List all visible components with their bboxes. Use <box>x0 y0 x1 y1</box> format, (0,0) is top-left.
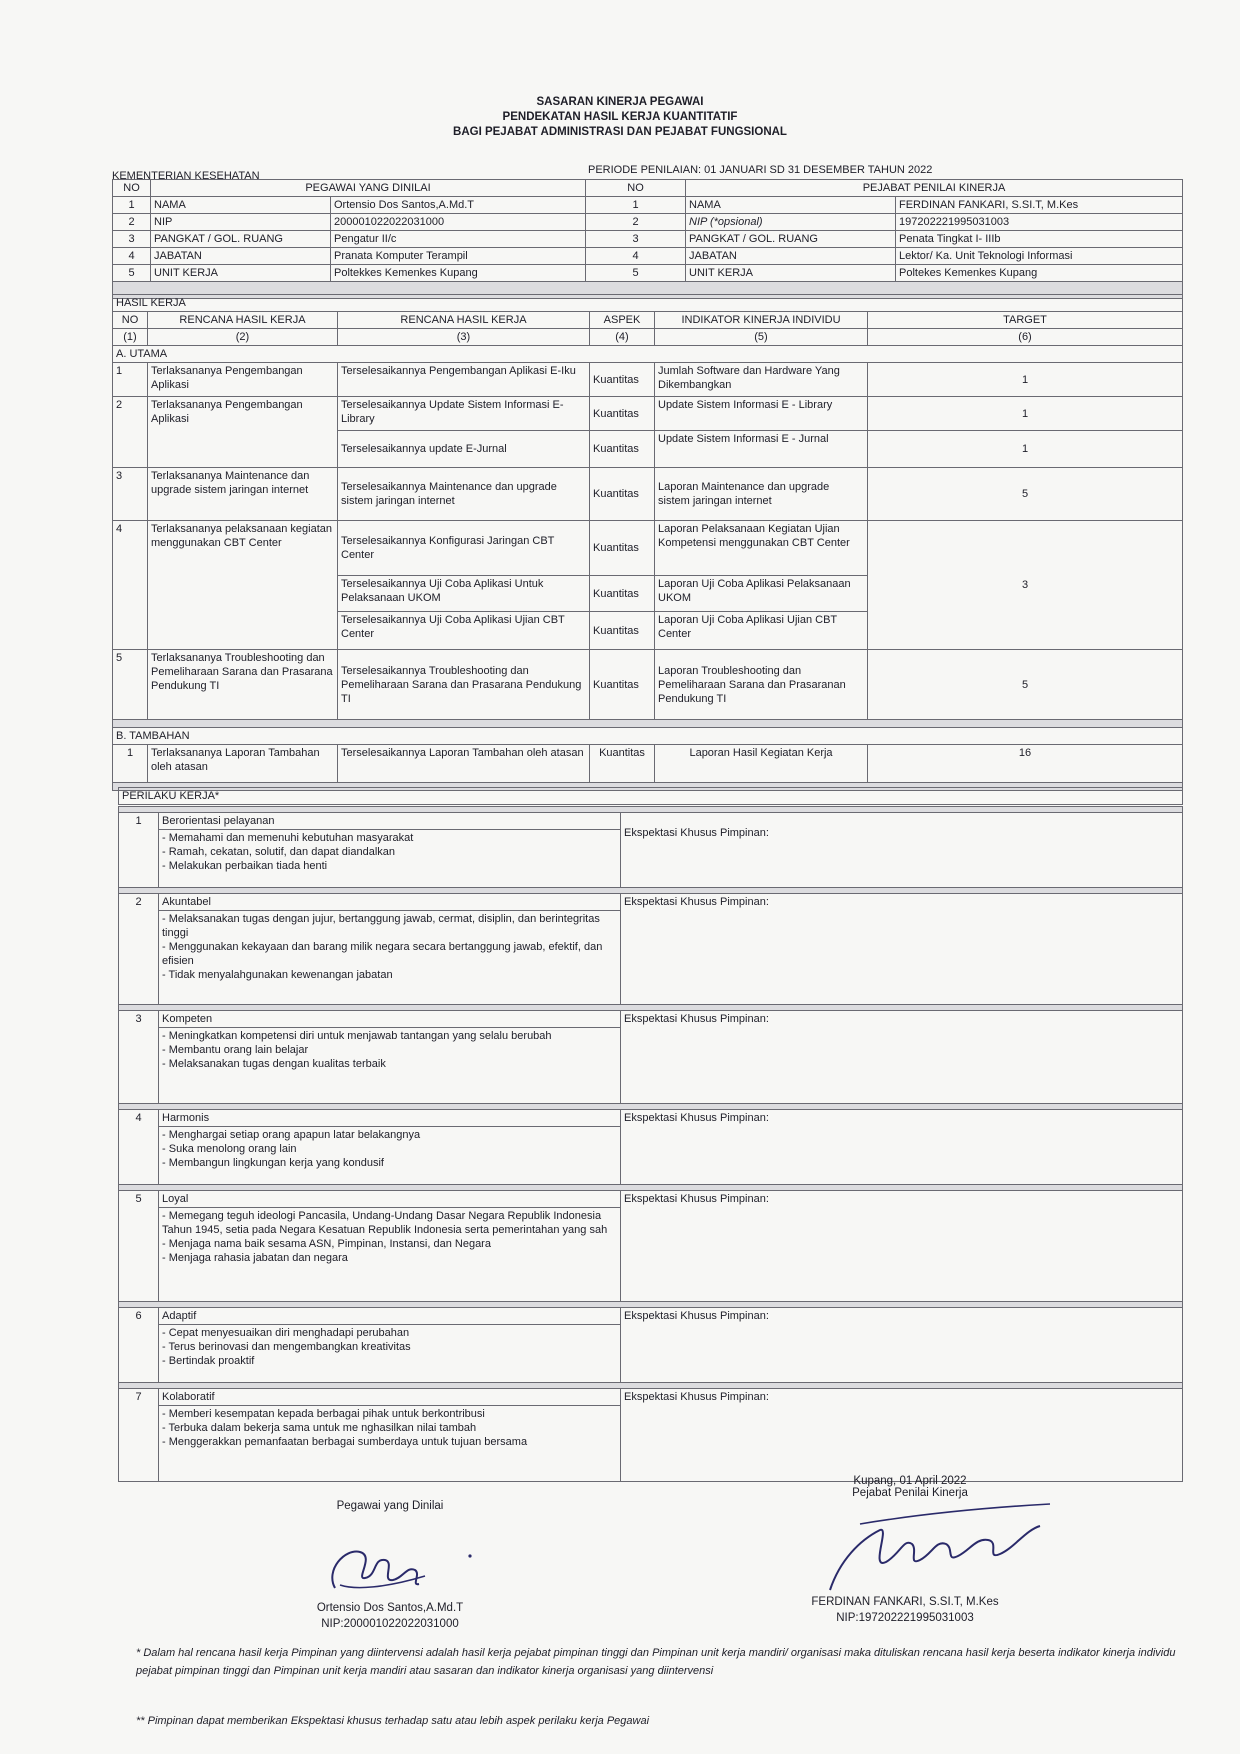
row-no: 5 <box>113 650 148 720</box>
expectation-label: Ekspektasi Khusus Pimpinan: <box>624 1013 769 1025</box>
behavior-section-title: PERILAKU KERJA* <box>119 788 1183 805</box>
behavior-point: - Membangun lingkungan kerja yang kondusif <box>162 1156 617 1170</box>
behavior-point: - Memegang teguh ideologi Pancasila, Undang-Undang Dasar Negara Republik Indonesia Tahun 1945, setia pada Negara Kesatuan Republik Indonesia serta pemerintahan yang sah <box>162 1209 617 1237</box>
employee-signature-block <box>280 1600 500 1632</box>
behavior-point: - Memberi kesempatan kepada berbagai pihak untuk berkontribusi <box>162 1407 617 1421</box>
title-line-1: SASARAN KINERJA PEGAWAI <box>536 96 704 108</box>
behavior-point: - Menjaga nama baik sesama ASN, Pimpinan, Instansi, dan Negara <box>162 1237 617 1251</box>
col-header-rhk2: RENCANA HASIL KERJA <box>338 312 590 329</box>
work-results-section-title: HASIL KERJA <box>113 295 1183 312</box>
assessed-employee-header: PEGAWAI YANG DINILAI <box>151 180 586 197</box>
row-aspek: Kuantitas <box>590 468 655 521</box>
left-label: UNIT KERJA <box>151 265 331 282</box>
row-no: 2 <box>113 397 148 468</box>
document-title-block <box>0 95 1240 140</box>
row-iki: Laporan Maintenance dan upgrade sistem jaringan internet <box>655 468 868 521</box>
right-no: 4 <box>586 248 686 265</box>
row-iki: Update Sistem Informasi E - Jurnal <box>655 431 868 468</box>
col-header-iki: INDIKATOR KINERJA INDIVIDU <box>655 312 868 329</box>
assessor-signature-icon <box>800 1500 1060 1600</box>
right-value: Lektor/ Ka. Unit Teknologi Informasi <box>896 248 1183 265</box>
assessor-signature-block <box>770 1594 1040 1626</box>
behavior-point: - Melakukan perbaikan tiada henti <box>162 859 617 873</box>
left-no: 1 <box>113 197 151 214</box>
left-no: 2 <box>113 214 151 231</box>
expectation-label: Ekspektasi Khusus Pimpinan: <box>624 827 769 839</box>
left-no: 4 <box>113 248 151 265</box>
row-aspek: Kuantitas <box>590 745 655 783</box>
left-value: 200001022022031000 <box>331 214 586 231</box>
work-behavior-table <box>118 787 1183 805</box>
right-label: PANGKAT / GOL. RUANG <box>686 231 896 248</box>
row-aspek: Kuantitas <box>590 397 655 431</box>
assessor-nip: NIP:197202221995031003 <box>836 1612 974 1624</box>
right-label: JABATAN <box>686 248 896 265</box>
behavior-no: 5 <box>119 1191 159 1302</box>
tambahan-section-title: B. TAMBAHAN <box>113 728 1183 745</box>
assessment-period: PERIODE PENILAIAN: 01 JANUARI SD 31 DESEMBER TAHUN 2022 <box>588 164 933 176</box>
row-rhk: Terlaksananya pelaksanaan kegiatan menggunakan CBT Center <box>148 521 338 650</box>
ministry-name: KEMENTERIAN KESEHATAN <box>112 170 260 182</box>
row-target: 16 <box>868 745 1183 783</box>
behavior-title: Akuntabel <box>159 894 621 911</box>
behavior-points <box>162 1407 617 1449</box>
employee-nip: NIP:200001022022031000 <box>321 1618 459 1630</box>
behavior-point: - Memahami dan memenuhi kebutuhan masyarakat <box>162 831 617 845</box>
behavior-title: Kompeten <box>159 1011 621 1028</box>
separator-band <box>113 720 1183 728</box>
behavior-point: - Menggunakan kekayaan dan barang milik negara secara bertanggung jawab, efektif, dan efisien <box>162 940 617 968</box>
behavior-point: - Membantu orang lain belajar <box>162 1043 617 1057</box>
employee-signature-icon <box>315 1530 485 1600</box>
row-aspek: Kuantitas <box>590 431 655 468</box>
left-label: JABATAN <box>151 248 331 265</box>
table-row <box>113 363 1183 397</box>
left-label: NAMA <box>151 197 331 214</box>
row-rhk2: Terselesaikannya Konfigurasi Jaringan CBT Center <box>338 521 590 576</box>
row-aspek: Kuantitas <box>590 612 655 650</box>
col-header-aspek: ASPEK <box>590 312 655 329</box>
identity-no-header: NO <box>113 180 151 197</box>
left-label: PANGKAT / GOL. RUANG <box>151 231 331 248</box>
row-iki: Laporan Pelaksanaan Kegiatan Ujian Kompetensi menggunakan CBT Center <box>655 521 868 576</box>
row-aspek: Kuantitas <box>590 521 655 576</box>
right-value: Penata Tingkat I- IIIb <box>896 231 1183 248</box>
row-iki: Update Sistem Informasi E - Library <box>655 397 868 431</box>
row-iki: Laporan Hasil Kegiatan Kerja <box>655 745 868 783</box>
title-line-3: BAGI PEJABAT ADMINISTRASI DAN PEJABAT FUNGSIONAL <box>453 126 787 138</box>
behavior-block <box>119 1308 1183 1325</box>
row-target: 1 <box>868 363 1183 397</box>
behavior-point: - Melaksanakan tugas dengan kualitas terbaik <box>162 1057 617 1071</box>
row-rhk2: Terselesaikannya Uji Coba Aplikasi Untuk Pelaksanaan UKOM <box>338 576 590 612</box>
behavior-point: - Meningkatkan kompetensi diri untuk menjawab tantangan yang selalu berubah <box>162 1029 617 1043</box>
behavior-points <box>162 1029 617 1071</box>
left-value: Poltekkes Kemenkes Kupang <box>331 265 586 282</box>
behavior-block <box>119 813 1183 830</box>
behavior-title: Harmonis <box>159 1110 621 1127</box>
row-rhk: Terlaksananya Pengembangan Aplikasi <box>148 397 338 468</box>
row-rhk2: Terselesaikannya Maintenance dan upgrade sistem jaringan internet <box>338 468 590 521</box>
row-target: 1 <box>868 431 1183 468</box>
behavior-point: - Ramah, cekatan, solutif, dan dapat diandalkan <box>162 845 617 859</box>
col-num: (3) <box>338 329 590 346</box>
behavior-point: - Tidak menyalahgunakan kewenangan jabatan <box>162 968 617 982</box>
right-no: 2 <box>586 214 686 231</box>
behavior-points <box>162 1209 617 1265</box>
row-iki: Laporan Uji Coba Aplikasi Ujian CBT Center <box>655 612 868 650</box>
assessor-role: Pejabat Penilai Kinerja <box>852 1487 968 1499</box>
row-aspek: Kuantitas <box>590 363 655 397</box>
behavior-no: 4 <box>119 1110 159 1185</box>
identity-row <box>113 231 1183 248</box>
right-value: FERDINAN FANKARI, S.SI.T, M.Kes <box>896 197 1183 214</box>
row-target: 1 <box>868 397 1183 431</box>
behavior-points <box>162 912 617 982</box>
right-label: UNIT KERJA <box>686 265 896 282</box>
left-value: Pranata Komputer Terampil <box>331 248 586 265</box>
signature-right-header <box>800 1475 1020 1499</box>
col-header-no: NO <box>113 312 148 329</box>
expectation-label: Ekspektasi Khusus Pimpinan: <box>624 1310 769 1322</box>
behavior-point: - Bertindak proaktif <box>162 1354 617 1368</box>
row-aspek: Kuantitas <box>590 650 655 720</box>
behavior-no: 2 <box>119 894 159 1005</box>
table-row <box>113 397 1183 431</box>
row-rhk: Terlaksananya Troubleshooting dan Pemeliharaan Sarana dan Prasarana Pendukung TI <box>148 650 338 720</box>
right-value: 197202221995031003 <box>896 214 1183 231</box>
right-label: NAMA <box>686 197 896 214</box>
row-rhk2: Terselesaikannya Laporan Tambahan oleh atasan <box>338 745 590 783</box>
assessor-no-header: NO <box>586 180 686 197</box>
table-row <box>113 521 1183 576</box>
signature-place-date: Kupang, 01 April 2022 <box>853 1475 967 1487</box>
row-iki: Jumlah Software dan Hardware Yang Dikembangkan <box>655 363 868 397</box>
row-target: 5 <box>868 468 1183 521</box>
behavior-points <box>162 1128 617 1170</box>
col-header-target: TARGET <box>868 312 1183 329</box>
col-num: (6) <box>868 329 1183 346</box>
row-no: 3 <box>113 468 148 521</box>
table-row <box>113 468 1183 521</box>
row-target: 5 <box>868 650 1183 720</box>
row-rhk2: Terselesaikannya Troubleshooting dan Pemeliharaan Sarana dan Prasarana Pendukung TI <box>338 650 590 720</box>
row-rhk2: Terselesaikannya Pengembangan Aplikasi E-Iku <box>338 363 590 397</box>
col-header-rhk: RENCANA HASIL KERJA <box>148 312 338 329</box>
expectation-label: Ekspektasi Khusus Pimpinan: <box>624 1391 769 1403</box>
footnote-1: * Dalam hal rencana hasil kerja Pimpinan yang diintervensi adalah hasil kerja pejabat pimpinan tinggi dan Pimpinan unit kerja mandiri/ organisasi maka dituliskan rencana hasil kerja beserta indikator kinerja individu pejabat pimpinan tinggi dan Pimpinan unit kerja mandiri atau sasaran dan indikator kinerja organisasi yang diintervensi <box>136 1647 1176 1677</box>
behavior-block <box>119 1110 1183 1127</box>
table-row <box>113 745 1183 783</box>
employee-name: Ortensio Dos Santos,A.Md.T <box>316 1602 464 1614</box>
identity-row <box>113 197 1183 214</box>
behavior-block <box>119 1191 1183 1208</box>
behavior-point: - Suka menolong orang lain <box>162 1142 617 1156</box>
row-rhk: Terlaksananya Maintenance dan upgrade sistem jaringan internet <box>148 468 338 521</box>
behavior-no: 6 <box>119 1308 159 1383</box>
behavior-no: 1 <box>119 813 159 888</box>
behavior-point: - Terbuka dalam bekerja sama untuk me nghasilkan nilai tambah <box>162 1421 617 1435</box>
behavior-block <box>119 1011 1183 1028</box>
behavior-point: - Menggerakkan pemanfaatan berbagai sumberdaya untuk tujuan bersama <box>162 1435 617 1449</box>
row-rhk: Terlaksananya Pengembangan Aplikasi <box>148 363 338 397</box>
left-value: Ortensio Dos Santos,A.Md.T <box>331 197 586 214</box>
table-row <box>113 650 1183 720</box>
right-label: NIP (*opsional) <box>686 214 896 231</box>
left-no: 3 <box>113 231 151 248</box>
row-rhk2: Terselesaikannya Update Sistem Informasi E-Library <box>338 397 590 431</box>
behavior-point: - Terus berinovasi dan mengembangkan kreativitas <box>162 1340 617 1354</box>
right-no: 1 <box>586 197 686 214</box>
col-num: (4) <box>590 329 655 346</box>
behavior-no: 7 <box>119 1389 159 1482</box>
row-no: 1 <box>113 745 148 783</box>
behavior-no: 3 <box>119 1011 159 1104</box>
expectation-label: Ekspektasi Khusus Pimpinan: <box>624 1112 769 1124</box>
behavior-title: Loyal <box>159 1191 621 1208</box>
row-iki: Laporan Uji Coba Aplikasi Pelaksanaan UKOM <box>655 576 868 612</box>
left-value: Pengatur II/c <box>331 231 586 248</box>
behavior-block <box>119 1389 1183 1406</box>
col-num: (5) <box>655 329 868 346</box>
left-label: NIP <box>151 214 331 231</box>
row-no: 4 <box>113 521 148 650</box>
identity-row <box>113 214 1183 231</box>
row-aspek: Kuantitas <box>590 576 655 612</box>
right-no: 3 <box>586 231 686 248</box>
assessed-employee-role: Pegawai yang Dinilai <box>336 1500 444 1512</box>
row-target: 3 <box>868 521 1183 650</box>
col-num: (1) <box>113 329 148 346</box>
right-no: 5 <box>586 265 686 282</box>
work-results-table <box>112 294 1183 791</box>
behavior-point: - Menghargai setiap orang apapun latar belakangnya <box>162 1128 617 1142</box>
col-num: (2) <box>148 329 338 346</box>
row-iki: Laporan Troubleshooting dan Pemeliharaan Sarana dan Prasaranan Pendukung TI <box>655 650 868 720</box>
behavior-title: Kolaboratif <box>159 1389 621 1406</box>
left-no: 5 <box>113 265 151 282</box>
behavior-point: - Menjaga rahasia jabatan dan negara <box>162 1251 617 1265</box>
row-rhk2: Terselesaikannya update E-Jurnal <box>338 431 590 468</box>
work-behavior-detail-table <box>118 806 1183 1482</box>
behavior-point: - Cepat menyesuaikan diri menghadapi perubahan <box>162 1326 617 1340</box>
footnote-2: ** Pimpinan dapat memberikan Ekspektasi khusus terhadap satu atau lebih aspek perilaku kerja Pegawai <box>136 1715 650 1727</box>
row-rhk2: Terselesaikannya Uji Coba Aplikasi Ujian CBT Center <box>338 612 590 650</box>
row-no: 1 <box>113 363 148 397</box>
identity-row <box>113 265 1183 282</box>
identity-table <box>112 179 1183 299</box>
utama-section-title: A. UTAMA <box>113 346 1183 363</box>
assessor-name: FERDINAN FANKARI, S.SI.T, M.Kes <box>811 1596 999 1608</box>
assessor-header: PEJABAT PENILAI KINERJA <box>686 180 1183 197</box>
title-line-2: PENDEKATAN HASIL KERJA KUANTITATIF <box>502 111 738 123</box>
behavior-title: Adaptif <box>159 1308 621 1325</box>
behavior-title: Berorientasi pelayanan <box>159 813 621 830</box>
right-value: Poltekes Kemenkes Kupang <box>896 265 1183 282</box>
behavior-point: - Melaksanakan tugas dengan jujur, bertanggung jawab, cermat, disiplin, dan berintegritas tinggi <box>162 912 617 940</box>
row-rhk: Terlaksananya Laporan Tambahan oleh atasan <box>148 745 338 783</box>
behavior-block <box>119 894 1183 911</box>
expectation-label: Ekspektasi Khusus Pimpinan: <box>624 896 769 908</box>
expectation-label: Ekspektasi Khusus Pimpinan: <box>624 1193 769 1205</box>
identity-row <box>113 248 1183 265</box>
behavior-points <box>162 1326 617 1368</box>
behavior-points <box>162 831 617 873</box>
